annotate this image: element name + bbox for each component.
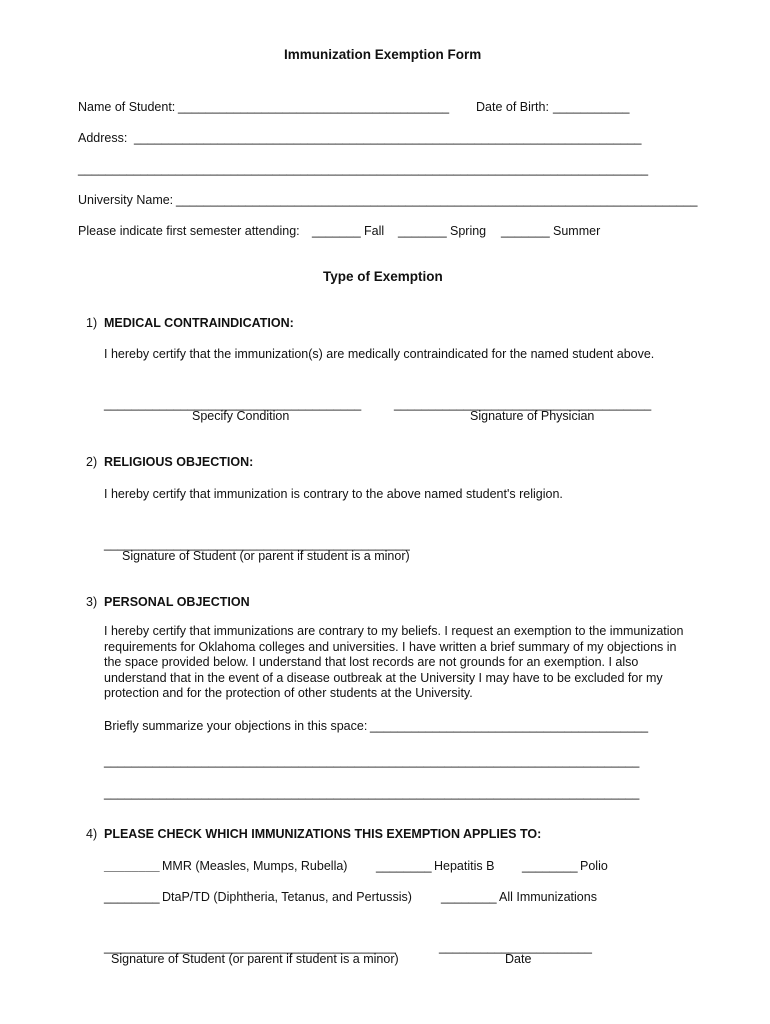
- student-signature-line[interactable]: __________________________________________: [104, 940, 396, 954]
- immunizations-number: 4): [86, 827, 98, 841]
- fall-label: Fall: [364, 224, 385, 238]
- personal-heading: PERSONAL OBJECTION: [104, 595, 250, 609]
- dtap-label: DtaP/TD (Diphtheria, Tetanus, and Pertussis): [162, 890, 412, 904]
- summary-extra-line-1[interactable]: _____________________________________________________________________________: [104, 754, 640, 768]
- hepatitis-b-label: Hepatitis B: [434, 859, 495, 873]
- dob-field-line[interactable]: ___________: [553, 100, 630, 114]
- university-label: University Name:: [78, 193, 174, 207]
- condition-field-line[interactable]: _____________________________________: [104, 397, 362, 411]
- religious-number: 2): [86, 455, 98, 469]
- spring-label: Spring: [450, 224, 487, 238]
- physician-signature-line[interactable]: _____________________________________: [394, 397, 652, 411]
- fall-blank[interactable]: _______: [312, 224, 361, 238]
- form-title: Immunization Exemption Form: [284, 47, 482, 62]
- address-field-line-2[interactable]: __________________________________________________________________________________: [78, 162, 649, 176]
- religious-signature-label: Signature of Student (or parent if student is a minor): [122, 549, 410, 563]
- religious-statement: I hereby certify that immunization is contrary to the above named student's religion.: [104, 487, 563, 501]
- summer-blank[interactable]: _______: [501, 224, 550, 238]
- summary-extra-line-2[interactable]: _____________________________________________________________________________: [104, 786, 640, 800]
- condition-label: Specify Condition: [192, 409, 290, 423]
- date-line[interactable]: ______________________: [439, 940, 592, 954]
- all-immunizations-label: All Immunizations: [499, 890, 597, 904]
- name-field-line[interactable]: _______________________________________: [178, 100, 450, 114]
- mmr-label: MMR (Measles, Mumps, Rubella): [162, 859, 348, 873]
- hepatitis-b-checkbox-blank[interactable]: ________: [376, 859, 432, 873]
- personal-statement-line: understand that in the event of a disease outbreak at the University I may have to be excluded for my: [104, 670, 663, 685]
- dtap-checkbox-blank[interactable]: ________: [104, 890, 160, 904]
- dob-label: Date of Birth:: [476, 100, 549, 114]
- summer-label: Summer: [553, 224, 601, 238]
- address-label: Address:: [78, 131, 128, 145]
- summary-label: Briefly summarize your objections in this space:: [104, 719, 368, 733]
- personal-statement-line: I hereby certify that immunizations are contrary to my beliefs. I request an exemption to the immunization: [104, 624, 684, 638]
- university-field-line[interactable]: ___________________________________________________________________________: [176, 193, 698, 207]
- all-immunizations-checkbox-blank[interactable]: ________: [441, 890, 497, 904]
- name-label: Name of Student:: [78, 100, 176, 114]
- semester-label: Please indicate first semester attending:: [78, 224, 300, 238]
- polio-label: Polio: [580, 859, 608, 873]
- physician-signature-label: Signature of Physician: [470, 409, 595, 423]
- summary-field-line[interactable]: ________________________________________: [370, 719, 649, 733]
- section-heading: Type of Exemption: [323, 269, 443, 284]
- spring-blank[interactable]: _______: [398, 224, 447, 238]
- polio-checkbox-blank[interactable]: ________: [522, 859, 578, 873]
- religious-heading: RELIGIOUS OBJECTION:: [104, 455, 254, 469]
- student-signature-label: Signature of Student (or parent if student is a minor): [111, 952, 399, 966]
- personal-statement-line: the space provided below. I understand that lost records are not grounds for an exemption. I also: [104, 655, 639, 669]
- mmr-checkbox-blank[interactable]: ________: [104, 859, 160, 873]
- personal-statement: [104, 624, 694, 702]
- religious-signature-line[interactable]: ____________________________________________: [104, 537, 410, 551]
- medical-number: 1): [86, 316, 98, 330]
- personal-number: 3): [86, 595, 98, 609]
- personal-statement-line: protection and for the protection of other students at the University.: [104, 686, 473, 700]
- immunizations-heading: PLEASE CHECK WHICH IMMUNIZATIONS THIS EXEMPTION APPLIES TO:: [104, 827, 542, 841]
- medical-statement: I hereby certify that the immunization(s) are medically contraindicated for the named student above.: [104, 347, 655, 361]
- address-field-line-1[interactable]: _________________________________________________________________________: [134, 131, 642, 145]
- personal-statement-line: requirements for Oklahoma colleges and universities. I have written a brief summary of my objections in: [104, 639, 677, 654]
- medical-heading: MEDICAL CONTRAINDICATION:: [104, 316, 294, 330]
- date-label: Date: [505, 952, 532, 966]
